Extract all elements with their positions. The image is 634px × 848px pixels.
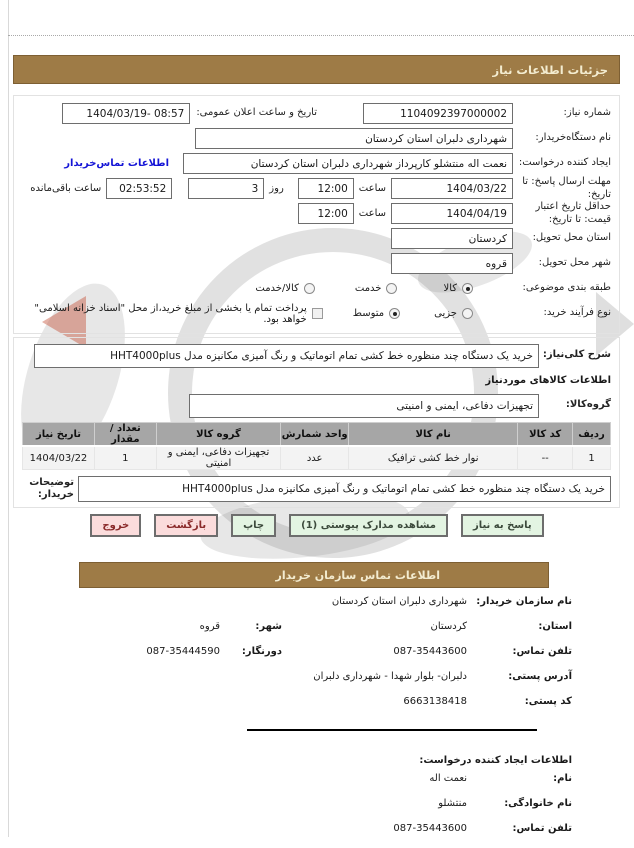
creator-name-label: نام: bbox=[553, 773, 572, 784]
delivery-province-label: استان محل تحویل: bbox=[532, 232, 611, 244]
col-item-name: نام کالا bbox=[349, 423, 518, 447]
deadline-date-field[interactable]: 1404/03/22 bbox=[391, 178, 513, 199]
goods-section-title-row bbox=[22, 368, 611, 393]
postal-code-value: 6663138418 bbox=[403, 696, 467, 707]
address-value: دلبران- بلوار شهدا - شهرداری دلبران bbox=[313, 671, 467, 682]
col-item-code: کد کالا bbox=[518, 423, 573, 447]
cell-item-name: نوار خط کشی ترافیک bbox=[349, 446, 518, 470]
deadline-hour-field[interactable]: 12:00 bbox=[298, 178, 354, 199]
phone-label: تلفن تماس: bbox=[512, 646, 572, 657]
col-item-group: گروه کالا bbox=[156, 423, 280, 447]
delivery-province-row bbox=[22, 226, 611, 251]
buyer-notes-label: توضیحات خریدار: bbox=[29, 476, 74, 500]
price-validity-hour-field[interactable]: 12:00 bbox=[298, 203, 354, 224]
cell-row-number: 1 bbox=[573, 446, 611, 470]
buyer-contact-section bbox=[13, 596, 620, 731]
radio-service-label: خدمت bbox=[354, 283, 382, 294]
radio-icon[interactable] bbox=[462, 308, 473, 319]
process-type-label: نوع فرآیند خرید: bbox=[543, 307, 611, 319]
process-type-row bbox=[22, 301, 611, 326]
back-button[interactable]: بازگشت bbox=[154, 514, 218, 537]
goods-group-field[interactable]: تجهیزات دفاعی، ایمنی و امنیتی bbox=[189, 394, 539, 418]
province-label: استان: bbox=[538, 621, 572, 632]
org-name-value: شهرداری دلبران استان کردستان bbox=[331, 596, 467, 607]
buyer-notes-row bbox=[22, 476, 611, 502]
cell-unit: عدد bbox=[281, 446, 349, 470]
classification-label: طبقه بندی موضوعی: bbox=[522, 282, 611, 294]
exit-button[interactable]: خروج bbox=[90, 514, 141, 537]
table-row[interactable] bbox=[23, 446, 611, 470]
radio-goods-service[interactable] bbox=[255, 283, 315, 294]
address-row bbox=[13, 671, 572, 696]
col-need-date: تاریخ نیاز bbox=[23, 423, 95, 447]
buyer-org-label: نام دستگاه‌خریدار: bbox=[535, 132, 611, 144]
price-validity-row bbox=[22, 201, 611, 226]
cell-quantity: 1 bbox=[94, 446, 156, 470]
delivery-province-field[interactable]: کردستان bbox=[391, 228, 513, 249]
delivery-city-field[interactable]: قروه bbox=[391, 253, 513, 274]
radio-partial-label: جزیی bbox=[434, 308, 457, 319]
cell-item-group: تجهیزات دفاعی، ایمنی و امنیتی bbox=[156, 446, 280, 470]
treasury-checkbox-icon[interactable] bbox=[312, 308, 323, 319]
col-quantity: تعداد / مقدار bbox=[94, 423, 156, 447]
section-bar-need-details bbox=[13, 55, 620, 84]
buyer-contact-link[interactable]: اطلاعات تماس‌خریدار bbox=[64, 158, 169, 169]
price-validity-hour-label: ساعت bbox=[358, 208, 386, 219]
province-value: کردستان bbox=[430, 621, 467, 632]
need-number-label: شماره نیاز: bbox=[563, 107, 611, 119]
postal-row bbox=[13, 696, 572, 721]
need-description-field[interactable]: خرید یک دستگاه چند منظوره خط کشی تمام اتوماتیک و رنگ آمیزی مکانیزه مدل HHT4000plus bbox=[34, 344, 539, 368]
treasury-note: پرداخت تمام یا بخشی از مبلغ خرید،از محل "اسناد خزانه اسلامی" خواهد بود. bbox=[34, 302, 307, 325]
need-details-title: جزئیات اطلاعات نیاز bbox=[492, 62, 608, 77]
request-creator-label: ایجاد کننده درخواست: bbox=[518, 157, 611, 169]
postal-code-label: کد پستی: bbox=[524, 696, 572, 707]
buyer-notes-field[interactable]: خرید یک دستگاه چند منظوره خط کشی تمام اتوماتیک و رنگ آمیزی مکانیزه مدل HHT4000plus bbox=[78, 476, 611, 502]
cell-need-date: 1404/03/22 bbox=[23, 446, 95, 470]
deadline-row bbox=[22, 176, 611, 201]
print-button[interactable]: چاپ bbox=[231, 514, 276, 537]
cell-item-code: -- bbox=[518, 446, 573, 470]
province-city-row bbox=[13, 621, 572, 646]
delivery-city-label: شهر محل تحویل: bbox=[538, 257, 611, 269]
announce-field[interactable]: 1404/03/19- 08:57 bbox=[62, 103, 190, 124]
col-unit: واحد شمارش bbox=[281, 423, 349, 447]
goods-group-label: گروه‌کالا: bbox=[565, 399, 611, 411]
remaining-time-field: 02:53:52 bbox=[106, 178, 172, 199]
radio-goods-service-label: کالا/خدمت bbox=[255, 283, 299, 294]
goods-panel bbox=[13, 337, 620, 508]
buyer-org-row bbox=[22, 126, 611, 151]
deadline-hour-label: ساعت bbox=[358, 183, 386, 194]
radio-icon[interactable] bbox=[386, 283, 397, 294]
classification-row bbox=[22, 276, 611, 301]
creator-section-title: اطلاعات ایجاد کننده درخواست: bbox=[419, 755, 572, 766]
view-attachments-button[interactable]: مشاهده مدارک پیوستی (1) bbox=[289, 514, 448, 537]
radio-icon[interactable] bbox=[389, 308, 400, 319]
need-number-field[interactable]: 1104092397000002 bbox=[363, 103, 513, 124]
goods-section-title: اطلاعات کالاهای موردنیاز bbox=[485, 375, 611, 386]
org-name-label: نام سازمان خریدار: bbox=[476, 596, 572, 607]
radio-goods-label: کالا bbox=[443, 283, 457, 294]
fax-value: 087-35444590 bbox=[146, 646, 220, 657]
creator-family-row bbox=[13, 798, 572, 823]
radio-icon[interactable] bbox=[304, 283, 315, 294]
creator-name-row bbox=[13, 773, 572, 798]
section-bar-buyer-contact bbox=[79, 562, 549, 588]
city-label: شهر: bbox=[255, 621, 282, 632]
org-name-row bbox=[13, 596, 572, 621]
col-row-number: ردیف bbox=[573, 423, 611, 447]
need-number-row bbox=[22, 101, 611, 126]
goods-group-row bbox=[22, 393, 611, 418]
radio-partial[interactable] bbox=[434, 308, 473, 319]
announce-label: تاریخ و ساعت اعلان عمومی: bbox=[196, 107, 317, 119]
fax-label: دورنگار: bbox=[241, 646, 282, 657]
deadline-day-label: روز bbox=[269, 183, 284, 194]
address-label: آدرس پستی: bbox=[508, 671, 572, 682]
delivery-city-row bbox=[22, 251, 611, 276]
creator-phone-row bbox=[13, 823, 572, 848]
phone-fax-row bbox=[13, 646, 572, 671]
price-validity-date-field[interactable]: 1404/04/19 bbox=[391, 203, 513, 224]
page-left-edge bbox=[8, 0, 9, 837]
request-creator-section bbox=[13, 748, 620, 848]
creator-name-value: نعمت اله bbox=[429, 773, 467, 784]
need-description-label: شرح کلی‌نیاز: bbox=[542, 349, 611, 361]
need-description-row bbox=[22, 343, 611, 368]
buyer-org-field[interactable]: شهرداری دلبران استان کردستان bbox=[195, 128, 513, 149]
creator-phone-label: تلفن تماس: bbox=[512, 823, 572, 834]
dotted-divider bbox=[8, 35, 634, 36]
radio-goods[interactable] bbox=[443, 283, 473, 294]
creator-phone-value: 087-35443600 bbox=[393, 823, 467, 834]
creator-family-label: نام خانوادگی: bbox=[504, 798, 572, 809]
request-creator-field[interactable]: نعمت اله منتشلو کارپرداز شهرداری دلبران استان کردستان bbox=[183, 153, 513, 174]
radio-medium-label: متوسط bbox=[352, 308, 385, 319]
buyer-contact-title: اطلاعات تماس سازمان خریدار bbox=[275, 568, 440, 582]
items-table-header-row bbox=[23, 423, 611, 447]
need-info-panel bbox=[13, 95, 620, 334]
price-validity-label: حداقل تاریخ اعتبار قیمت: تا تاریخ: bbox=[535, 201, 611, 225]
radio-service[interactable] bbox=[355, 283, 398, 294]
treasury-checkbox-group[interactable] bbox=[22, 303, 323, 325]
remaining-time-label: ساعت باقی‌مانده bbox=[30, 183, 102, 194]
creator-family-value: منتشلو bbox=[438, 798, 467, 809]
action-buttons bbox=[0, 514, 634, 537]
deadline-days-field[interactable]: 3 bbox=[188, 178, 264, 199]
city-value: قروه bbox=[199, 621, 220, 632]
items-table bbox=[22, 422, 611, 470]
phone-value: 087-35443600 bbox=[393, 646, 467, 657]
deadline-label: مهلت ارسال پاسخ: تا تاریخ: bbox=[522, 176, 611, 200]
radio-medium[interactable] bbox=[353, 308, 400, 319]
divider-line bbox=[247, 729, 537, 731]
creator-row bbox=[22, 151, 611, 176]
respond-button[interactable]: پاسخ به نیاز bbox=[461, 514, 544, 537]
radio-icon[interactable] bbox=[462, 283, 473, 294]
